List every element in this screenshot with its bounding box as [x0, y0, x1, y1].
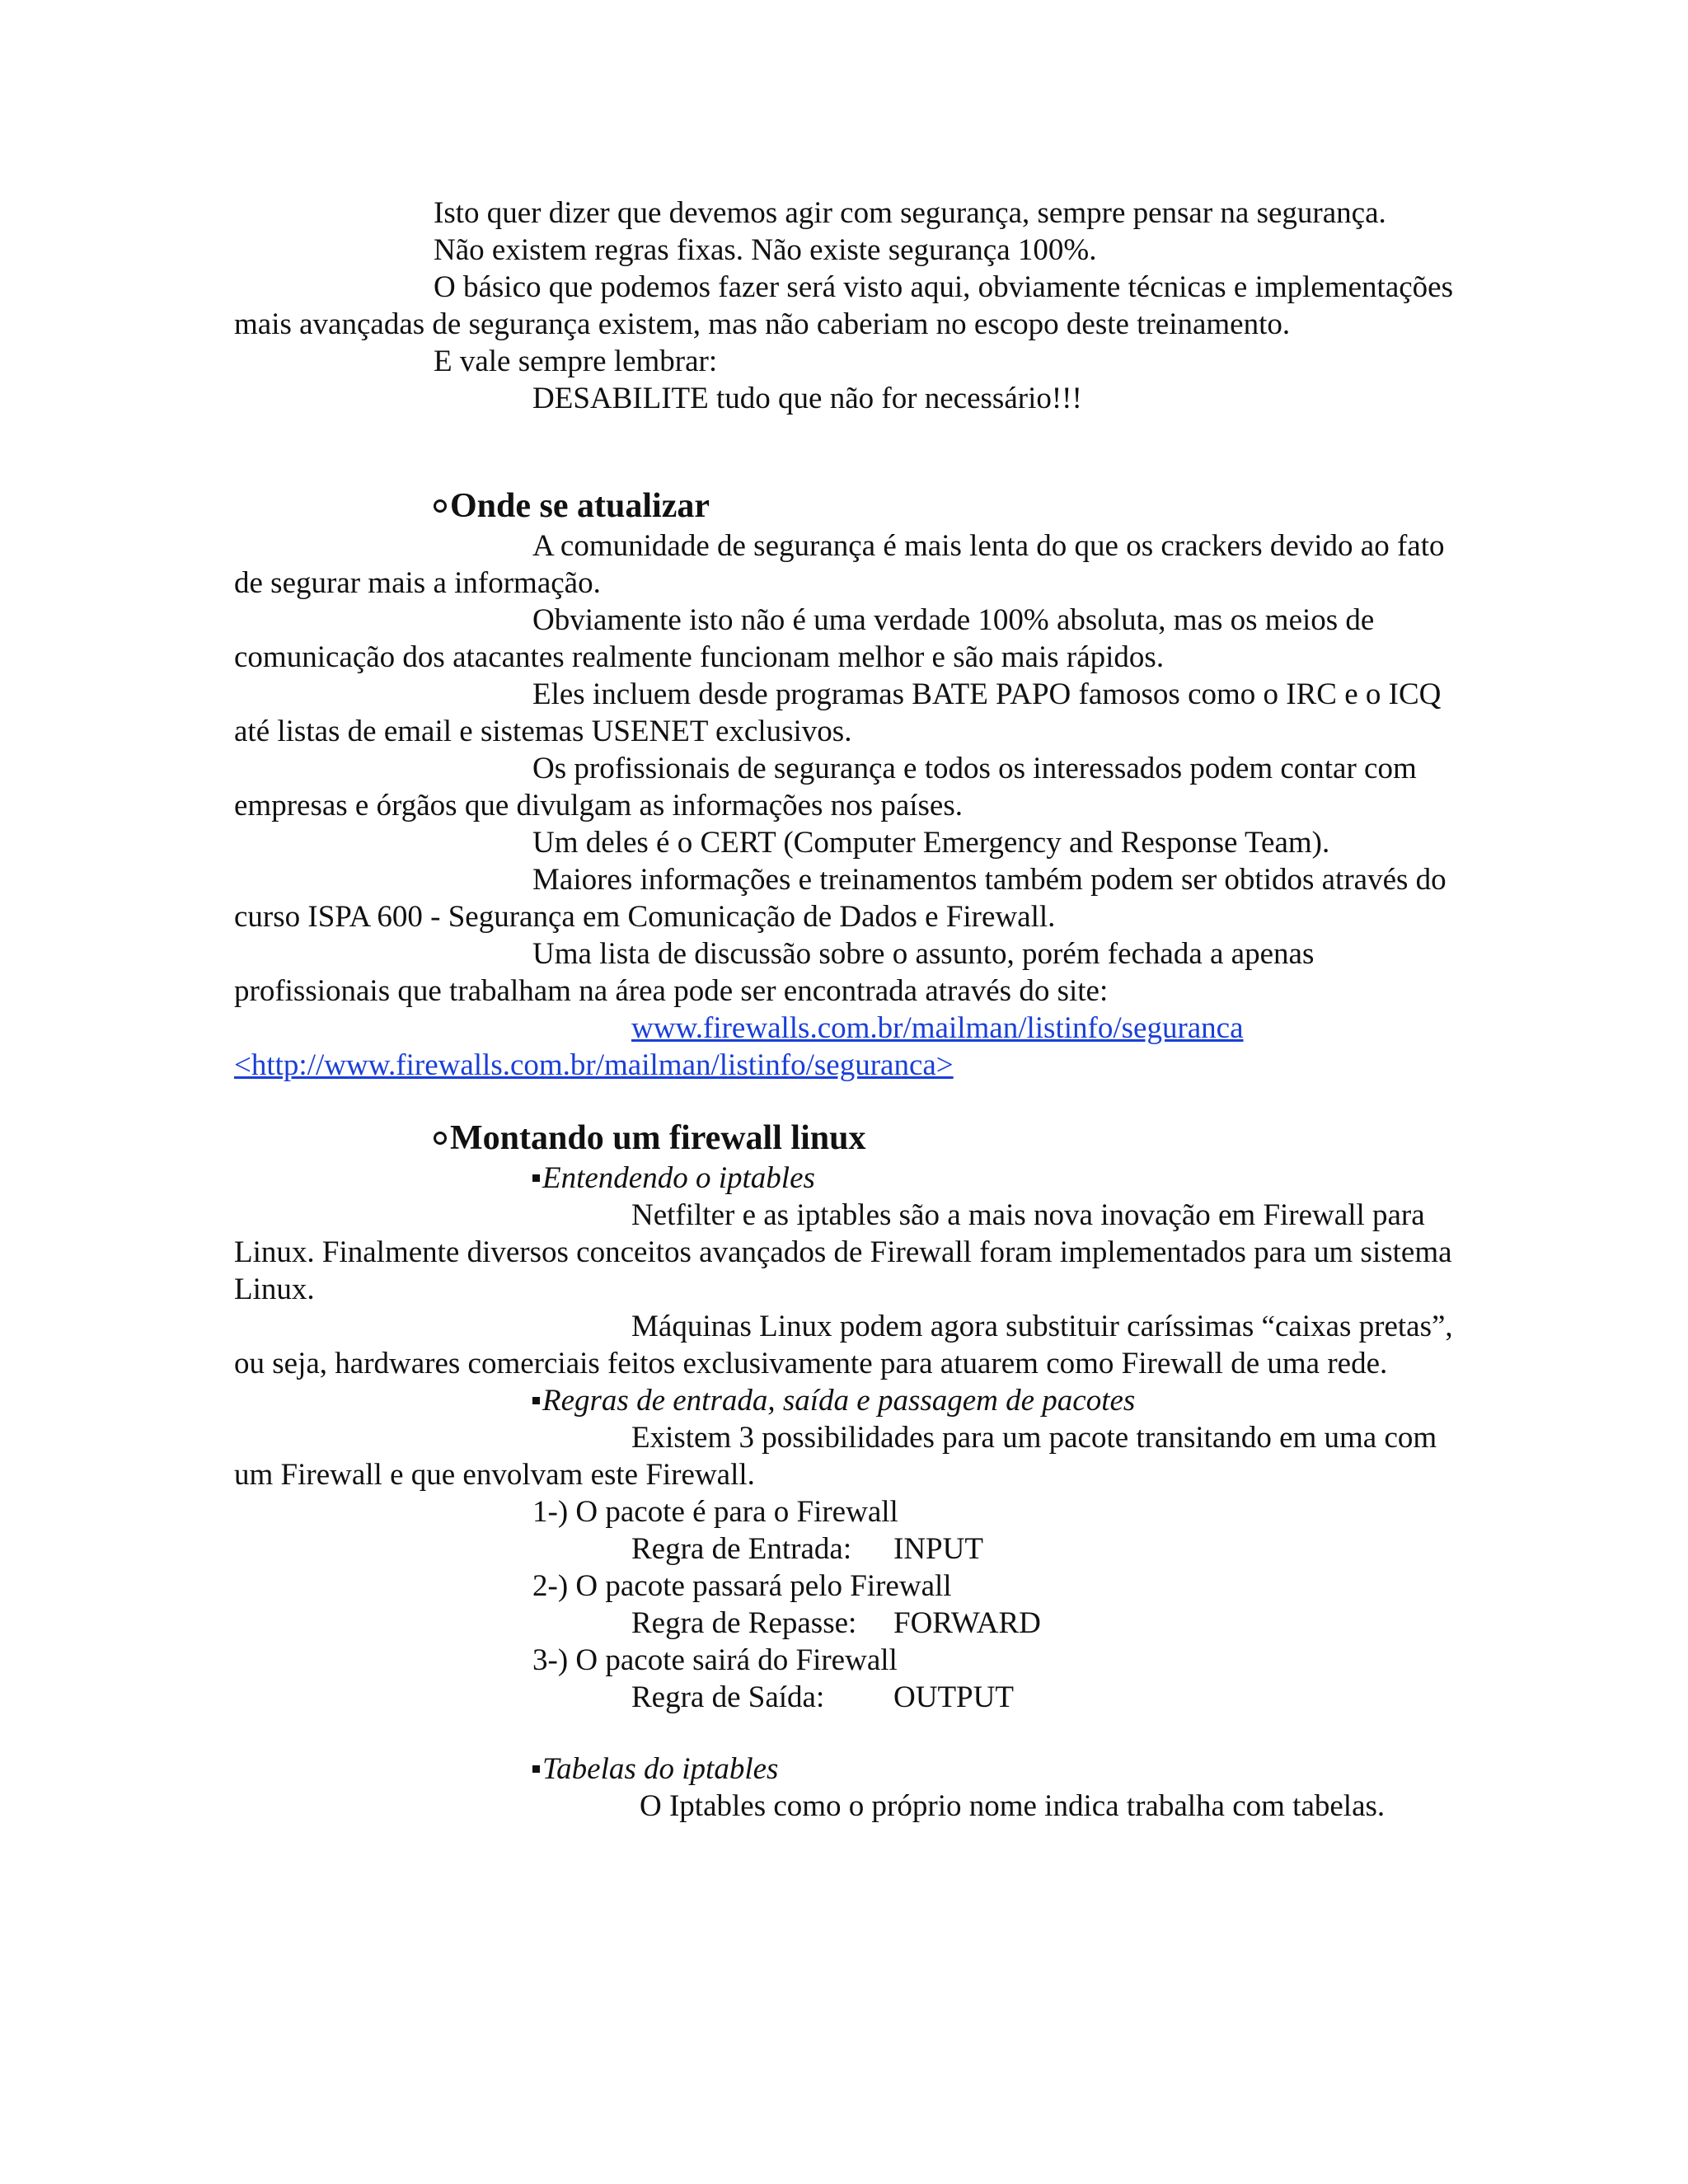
sub3-paragraph: O Iptables como o próprio nome indica trabalha com tabelas.: [640, 1789, 1386, 1823]
rule-value: FORWARD: [893, 1606, 1041, 1640]
section-heading-montando-firewall: [234, 1117, 1454, 1160]
bullet-circle-icon: [434, 499, 447, 513]
rule-value: INPUT: [893, 1532, 983, 1566]
rule-value: OUTPUT: [893, 1680, 1014, 1714]
subsection-heading-text: Entendendo o iptables: [542, 1161, 815, 1195]
spacer: [234, 1084, 1454, 1117]
packet-case-3: 3-) O pacote sairá do Firewall: [532, 1643, 898, 1677]
rule-line-3: [234, 1679, 1454, 1716]
rule-label: Regra de Entrada:: [631, 1532, 852, 1566]
section1-paragraph-5: Um deles é o CERT (Computer Emergency and Response Team).: [532, 826, 1330, 860]
packet-case-1: 1-) O pacote é para o Firewall: [532, 1495, 898, 1529]
packet-case-2: 2-) O pacote passará pelo Firewall: [532, 1569, 952, 1603]
section-heading-onde-se-atualizar: [234, 485, 1454, 527]
section1-paragraph-2: Obviamente isto não é uma verdade 100% absoluta, mas os meios de comunicação dos atacantes realmente funcionam melhor e são mais rápidos.: [234, 603, 1375, 674]
bullet-square-icon: [532, 1765, 540, 1773]
intro-paragraph-2: Não existem regras fixas. Não existe segurança 100%.: [434, 233, 1097, 267]
intro-paragraph-3: O básico que podemos fazer será visto aqui, obviamente técnicas e implementações mais avançadas de segurança existem, mas não caberiam no escopo deste treinamento.: [234, 270, 1453, 341]
rule-label: Regra de Saída:: [631, 1680, 825, 1714]
page-content: [234, 194, 1454, 1825]
mailing-list-link[interactable]: www.firewalls.com.br/mailman/listinfo/seguranca: [631, 1011, 1244, 1045]
spacer: [234, 1716, 1454, 1750]
section1-paragraph-7: Uma lista de discussão sobre o assunto, porém fechada a apenas profissionais que trabalham na área pode ser encontrada através do site:: [234, 937, 1315, 1008]
bullet-square-icon: [532, 1174, 540, 1182]
section1-paragraph-4: Os profissionais de segurança e todos os interessados podem contar com empresas e órgãos que divulgam as informações nos países.: [234, 752, 1417, 823]
section1-paragraph-3: Eles incluem desde programas BATE PAPO famosos como o IRC e o ICQ até listas de email e sistemas USENET exclusivos.: [234, 677, 1442, 748]
section1-paragraph-6: Maiores informações e treinamentos também podem ser obtidos através do curso ISPA 600 - Segurança em Comunicação de Dados e Firewall.: [234, 863, 1447, 934]
subsection-heading-entendendo-iptables: [234, 1160, 1454, 1197]
mailing-list-url-link[interactable]: <http://www.firewalls.com.br/mailman/listinfo/seguranca>: [234, 1048, 954, 1082]
intro-emphasis: DESABILITE tudo que não for necessário!!!: [532, 382, 1082, 415]
sub1-paragraph-1: Netfilter e as iptables são a mais nova inovação em Firewall para Linux. Finalmente diversos conceitos avançados de Firewall foram implementados para um sistema Linux.: [234, 1198, 1452, 1306]
section1-paragraph-1: A comunidade de segurança é mais lenta do que os crackers devido ao fato de segurar mais a informação.: [234, 529, 1445, 600]
mailing-list-link-paragraph: [234, 1010, 1454, 1084]
rule-label: Regra de Repasse:: [631, 1606, 857, 1640]
bullet-square-icon: [532, 1397, 540, 1404]
rule-line-2: [234, 1605, 1454, 1642]
section-heading-text: Onde se atualizar: [450, 487, 710, 525]
spacer: [234, 417, 1454, 485]
subsection-heading-text: Tabelas do iptables: [542, 1752, 779, 1786]
bullet-circle-icon: [434, 1132, 447, 1145]
section-heading-text: Montando um firewall linux: [450, 1119, 866, 1157]
rule-line-1: [234, 1530, 1454, 1568]
sub1-paragraph-2: Máquinas Linux podem agora substituir caríssimas “caixas pretas”, ou seja, hardwares comerciais feitos exclusivamente para atuarem como Firewall de uma rede.: [234, 1310, 1453, 1380]
intro-paragraph-4: E vale sempre lembrar:: [434, 344, 718, 378]
subsection-heading-regras: [234, 1382, 1454, 1419]
sub2-intro: Existem 3 possibilidades para um pacote transitando em uma com um Firewall e que envolvam este Firewall.: [234, 1421, 1437, 1492]
intro-paragraph-1: Isto quer dizer que devemos agir com segurança, sempre pensar na segurança.: [434, 196, 1386, 230]
subsection-heading-text: Regras de entrada, saída e passagem de pacotes: [542, 1384, 1136, 1418]
subsection-heading-tabelas: [234, 1750, 1454, 1788]
